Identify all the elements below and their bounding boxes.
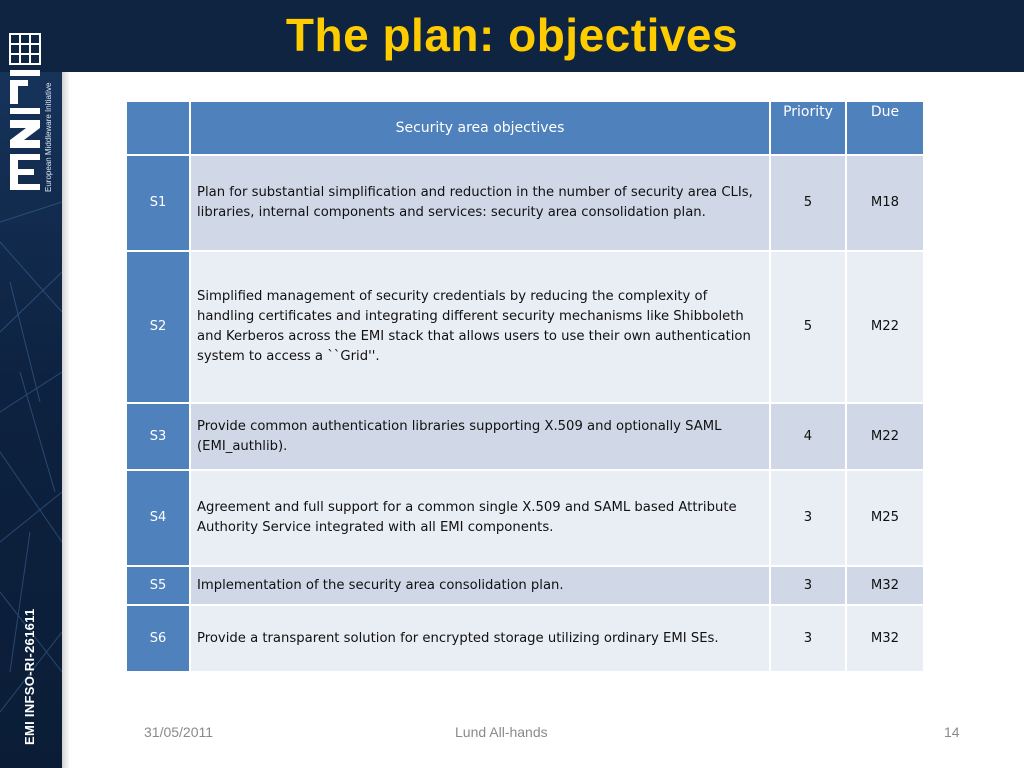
project-id-label: EMI INFSO-RI-261611 — [22, 608, 37, 745]
row-due: M32 — [846, 566, 924, 605]
objectives-table — [125, 100, 925, 673]
row-priority: 3 — [770, 566, 846, 605]
row-due: M22 — [846, 251, 924, 403]
header-due: Due — [846, 101, 924, 155]
logo-caption: European Middleware Initiative — [44, 82, 53, 192]
row-id: S4 — [126, 470, 190, 566]
row-objective: Simplified management of security credentials by reducing the complexity of handling certificates and integrating different security mechanisms like Shibboleth and Kerberos across the EMI stack that allows users to use their own authentication system to access a ``Grid''. — [190, 251, 770, 403]
row-priority: 3 — [770, 470, 846, 566]
table-row — [126, 155, 924, 251]
row-id: S6 — [126, 605, 190, 672]
row-id: S5 — [126, 566, 190, 605]
row-due: M18 — [846, 155, 924, 251]
row-priority: 4 — [770, 403, 846, 470]
header-id — [126, 101, 190, 155]
footer-page-number: 14 — [944, 724, 960, 740]
row-id: S3 — [126, 403, 190, 470]
header-priority: Priority — [770, 101, 846, 155]
table-row — [126, 470, 924, 566]
row-id: S2 — [126, 251, 190, 403]
row-priority: 3 — [770, 605, 846, 672]
footer-event: Lund All-hands — [455, 724, 548, 740]
row-id: S1 — [126, 155, 190, 251]
row-objective: Implementation of the security area consolidation plan. — [190, 566, 770, 605]
table-row — [126, 605, 924, 672]
row-due: M22 — [846, 403, 924, 470]
row-objective: Plan for substantial simplification and reduction in the number of security area CLIs, libraries, internal components and services: security area consolidation plan. — [190, 155, 770, 251]
header-objective: Security area objectives — [190, 101, 770, 155]
row-objective: Provide common authentication libraries supporting X.509 and optionally SAML (EMI_authlib). — [190, 403, 770, 470]
row-due: M32 — [846, 605, 924, 672]
table-row — [126, 251, 924, 403]
table-row — [126, 566, 924, 605]
table-header-row — [126, 101, 924, 155]
footer-date: 31/05/2011 — [144, 724, 214, 740]
row-priority: 5 — [770, 251, 846, 403]
slide-title: The plan: objectives — [285, 9, 739, 61]
row-due: M25 — [846, 470, 924, 566]
sidebar-shadow — [62, 72, 70, 768]
row-priority: 5 — [770, 155, 846, 251]
row-objective: Provide a transparent solution for encrypted storage utilizing ordinary EMI SEs. — [190, 605, 770, 672]
row-objective: Agreement and full support for a common single X.509 and SAML based Attribute Authority Service integrated with all EMI components. — [190, 470, 770, 566]
table-row — [126, 403, 924, 470]
